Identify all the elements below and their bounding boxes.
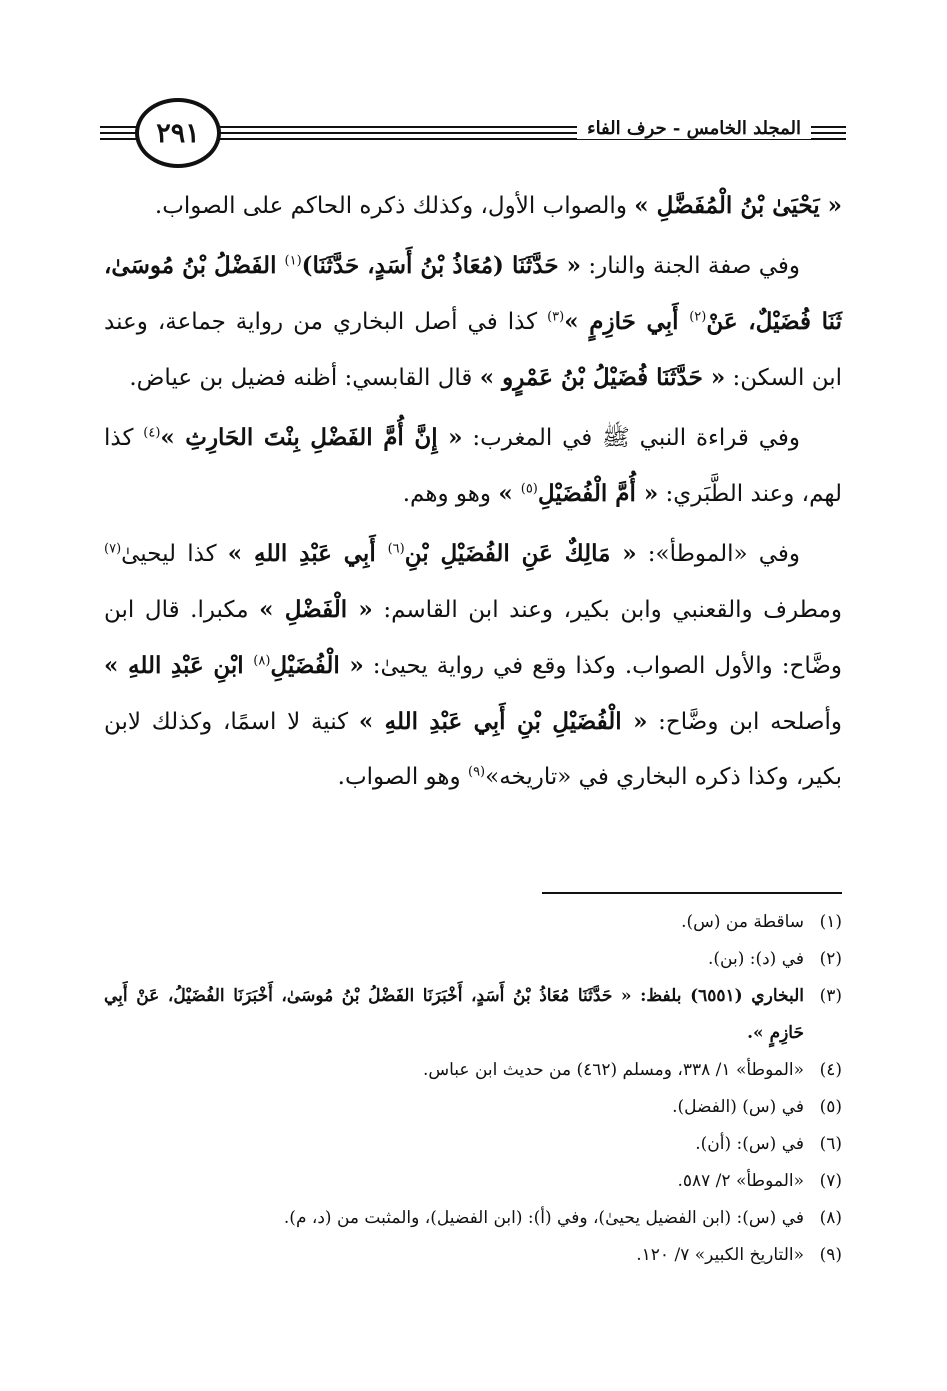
footnote-marker[interactable]: (٤) (143, 425, 161, 441)
paragraph-3 (104, 410, 842, 522)
footnote-text: في (س) (الفضل). (672, 1097, 804, 1117)
isnad-quote: « أُمَّ الْفُضَيْلِ (537, 480, 659, 507)
isnad-quote: أَبِي عَبْدِ اللهِ » (227, 540, 388, 567)
footnotes (104, 904, 842, 1274)
footnote-number: (٢) (819, 949, 842, 969)
footnote-text: «الموطأ» ٢/ ٥٨٧. (677, 1171, 804, 1191)
text-run: والصواب الأول، وكذلك ذكره الحاكم على الصواب. (154, 193, 635, 219)
text-run: مكبرا. قال ابن وضَّاح: والأول الصواب. وكذا وقع في رواية يحيىٰ: (104, 597, 842, 679)
footnote-item (104, 978, 842, 1052)
footnote-marker[interactable]: (٦) (387, 541, 405, 557)
footnote-marker[interactable]: (٢) (689, 309, 707, 325)
footnote-text: في (د): (بن). (707, 949, 804, 969)
page-number: ٢٩١ (135, 98, 221, 168)
text-run: كنية لا اسمًا، وكذلك لابن بكير، وكذا ذكره البخاري في «تاريخه» (104, 709, 842, 790)
isnad-quote: « الْفُضَيْلِ بْنِ أَبِي عَبْدِ اللهِ » (358, 708, 648, 735)
isnad-quote: « إِنَّ أُمَّ الفَضْلِ بِنْتَ الحَارِثِ » (160, 424, 463, 451)
text-run: وهو وهم. (402, 481, 499, 507)
footnote-number: (٨) (819, 1208, 842, 1228)
text-run: كذا في أصل البخاري من رواية جماعة، وعند ابن السكن: (104, 309, 842, 391)
quoted-name: « يَحْيَىٰ بْنُ الْمُفَضَّلِ » (634, 192, 842, 219)
footnote-item (104, 1200, 842, 1237)
text-run: كذا لهم، وعند الطَّبَري: (104, 425, 842, 507)
footnote-separator (542, 892, 842, 894)
footnote-text: «التاريخ الكبير» ٧/ ١٢٠. (636, 1245, 804, 1265)
isnad-quote: » (498, 480, 521, 507)
isnad-quote: أَبِي حَازِمٍ » (564, 308, 690, 335)
footnote-text: ساقطة من (س). (681, 912, 804, 932)
footnote-number: (١) (819, 912, 842, 932)
paragraph-2 (104, 238, 842, 406)
footnote-item (104, 904, 842, 941)
footnote-item (104, 1163, 842, 1200)
footnote-marker[interactable]: (١) (284, 253, 302, 269)
footnote-item (104, 1126, 842, 1163)
footnote-number: (٤) (819, 1060, 842, 1080)
isnad-quote: « حَدَّثَنَا فُضَيْلُ بْنُ عَمْرٍو » (479, 364, 726, 391)
footnote-item (104, 1237, 842, 1274)
page-header (100, 92, 846, 162)
footnote-text: «الموطأ» ١/ ٣٣٨، ومسلم (٤٦٢) من حديث ابن عباس. (422, 1060, 804, 1080)
isnad-quote: ابْنِ عَبْدِ اللهِ » (104, 652, 254, 679)
footnote-number: (٣) (819, 986, 842, 1006)
text-run: وأصلحه ابن وضَّاح: (647, 709, 842, 735)
text-run: كذا ليحيىٰ (121, 541, 228, 567)
footnote-marker[interactable]: (٣) (547, 309, 565, 325)
isnad-quote: « الْفُضَيْلِ (270, 652, 364, 679)
footnote-number: (٥) (819, 1097, 842, 1117)
footnote-marker[interactable]: (٨) (253, 653, 271, 669)
footnote-number: (٩) (819, 1245, 842, 1265)
footnote-number: (٧) (819, 1171, 842, 1191)
paragraph-4 (104, 526, 842, 805)
footnote-marker[interactable]: (٥) (520, 481, 538, 497)
footnote-item (104, 1052, 842, 1089)
footnote-item (104, 1089, 842, 1126)
footnote-marker[interactable]: (٧) (104, 541, 122, 557)
text-run: قال القابسي: أظنه فضيل بن عياض. (129, 365, 480, 391)
footnote-text: في (س): (ابن الفضيل يحيىٰ)، وفي (أ): (ابن الفضيل)، والمثبت من (د، م). (283, 1208, 804, 1228)
paragraph-1 (104, 178, 842, 234)
isnad-quote: الفَضْلُ بْنُ مُوسَىٰ، ثَنَا فُضَيْلٌ، عَنْ (104, 252, 842, 335)
isnad-quote: « الْفَضْلِ » (259, 596, 373, 623)
running-title: المجلد الخامس - حرف الفاء (577, 118, 811, 139)
text-run: وفي «الموطأ»: (636, 541, 801, 567)
text-run: ومطرف والقعنبي وابن بكير، وعند ابن القاسم: (372, 597, 842, 623)
text-run: وهو الصواب. (337, 764, 468, 790)
isnad-quote: « مَالِكٌ عَنِ الفُضَيْلِ بْنِ (404, 540, 637, 567)
isnad-quote: « حَدَّثَنَا (مُعَاذُ بْنُ أَسَدٍ، حَدَّثَنَا) (301, 252, 581, 279)
text-run: وفي قراءة النبي ﷺ في المغرب: (462, 425, 800, 451)
footnote-number: (٦) (819, 1134, 842, 1154)
main-text (104, 178, 842, 805)
footnote-text: البخاري (٦٥٥١) بلفظ: « حَدَّثَنَا مُعَاذُ بْنُ أَسَدٍ، أَخْبَرَنَا الفَضْلُ بْنُ مُوسَىٰ، أَخْبَرَنَا الفُضَيْلُ، عَنْ أَبِي حَازِمٍ ». (104, 986, 805, 1043)
footnote-item (104, 941, 842, 978)
footnote-marker[interactable]: (٩) (467, 764, 486, 780)
footnote-text: في (س): (أن). (695, 1134, 804, 1154)
text-run: وفي صفة الجنة والنار: (581, 253, 800, 279)
